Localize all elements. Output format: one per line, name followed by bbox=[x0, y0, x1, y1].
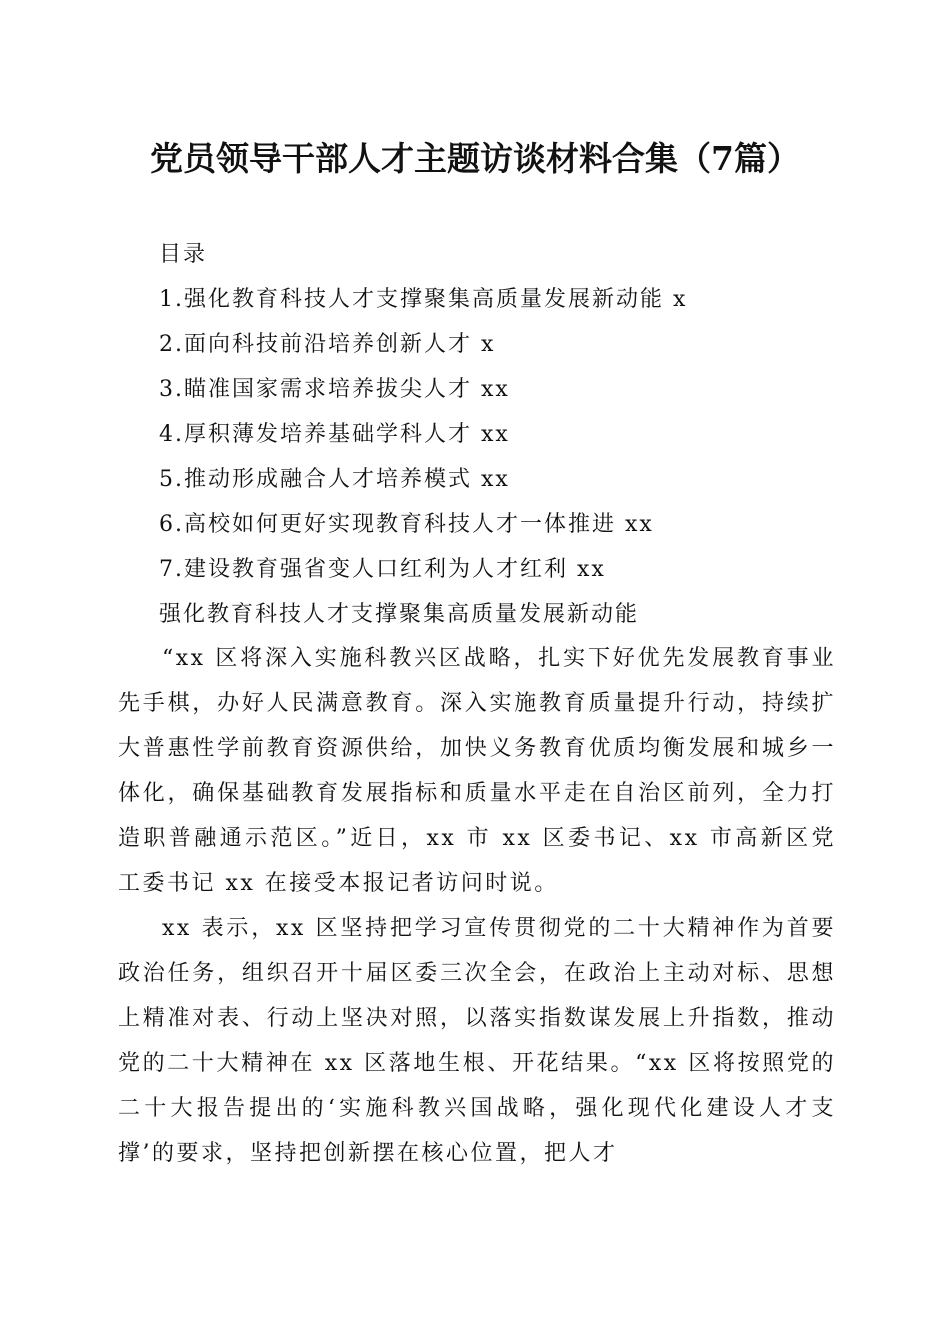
document-title: 党员领导干部人才主题访谈材料合集（7篇） bbox=[150, 139, 800, 178]
toc-item: 5.推动形成融合人才培养模式 xx bbox=[159, 467, 510, 492]
toc-item: 3.瞄准国家需求培养拔尖人才 xx bbox=[159, 377, 510, 402]
table-of-contents bbox=[159, 232, 879, 637]
section-heading: 强化教育科技人才支撑聚集高质量发展新动能 bbox=[159, 602, 640, 627]
toc-item: 4.厚积薄发培养基础学科人才 xx bbox=[159, 422, 510, 447]
paragraph: xx 表示，xx 区坚持把学习宣传贯彻党的二十大精神作为首要政治任务，组织召开十届区委三次全会，在政治上主动对标、思想上精准对表、行动上坚决对照，以落实指数谋发展上升指数，推动党的二十大精神在 xx 区落地生根、开花结果。“xx 区将按照党的二十大报告提出的‘实施科教兴国战略，强化现代化建设人才支撑’的要求，坚持把创新摆在核心位置，把人才 bbox=[118, 916, 836, 1166]
paragraph: “xx 区将深入实施科教兴区战略，扎实下好优先发展教育事业先手棋，办好人民满意教育。深入实施教育质量提升行动，持续扩大普惠性学前教育资源供给，加快义务教育优质均衡发展和城乡一体化，确保基础教育发展指标和质量水平走在自治区前列，全力打造职普融通示范区。”近日，xx 市 xx 区委书记、xx 市高新区党工委书记 xx 在接受本报记者访问时说。 bbox=[118, 646, 836, 896]
toc-item: 1.强化教育科技人才支撑聚集高质量发展新动能 x bbox=[159, 287, 688, 312]
toc-item: 2.面向科技前沿培养创新人才 x bbox=[159, 332, 496, 357]
toc-item: 6.高校如何更好实现教育科技人才一体推进 xx bbox=[159, 512, 654, 537]
body-text bbox=[118, 636, 836, 1176]
toc-heading: 目录 bbox=[159, 242, 208, 267]
toc-item: 7.建设教育强省变人口红利为人才红利 xx bbox=[159, 557, 606, 582]
